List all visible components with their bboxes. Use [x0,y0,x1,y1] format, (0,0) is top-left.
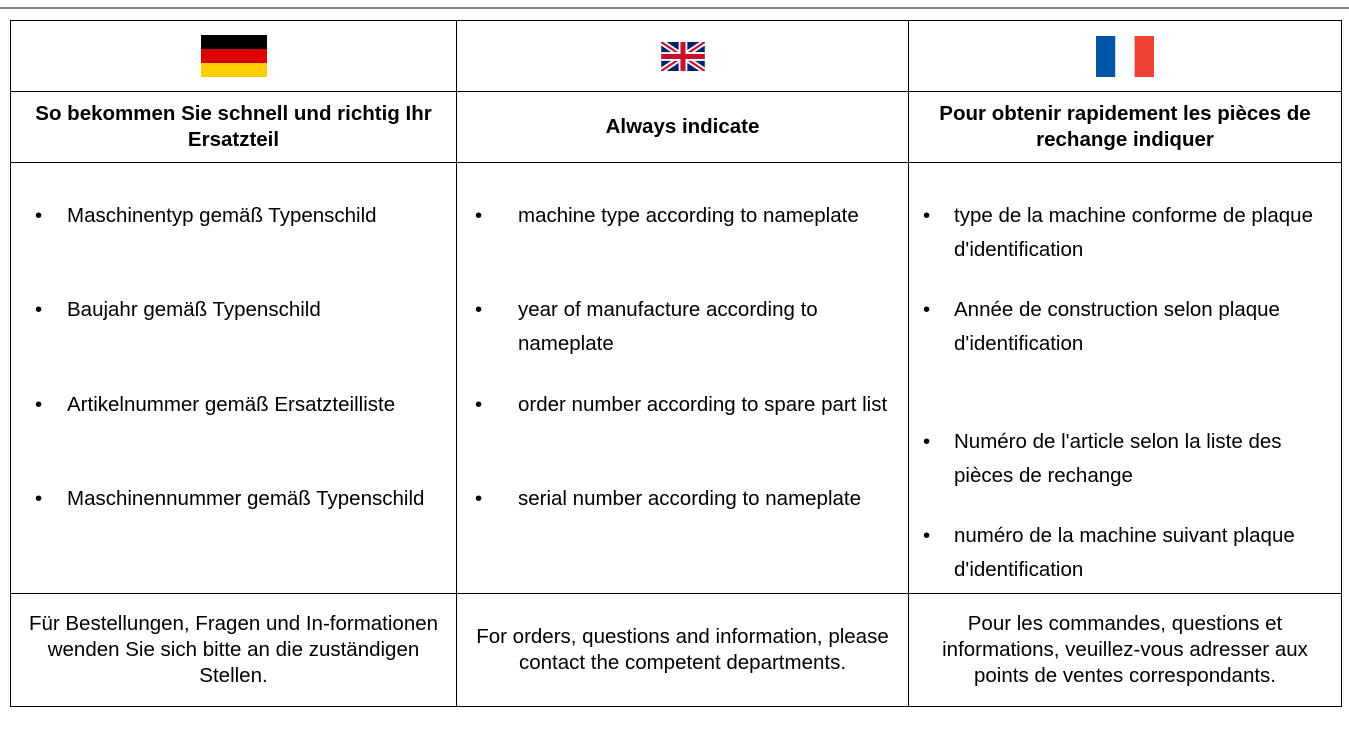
german-header-cell [11,92,457,163]
bullet-icon: • [923,298,931,321]
bullet-icon: • [923,524,931,547]
german-header: So bekommen Sie schnell und richtig Ihr Ersatzteil [35,102,432,151]
bullet-icon: • [35,487,43,510]
list-item-text: type de la machine conforme de plaque d'identification [954,204,1313,261]
english-footer-cell [457,594,909,707]
bullet-icon: • [923,204,931,227]
list-item-text: Artikelnummer gemäß Ersatzteilliste [67,393,396,416]
bullet-icon: • [35,393,43,416]
uk-flag-icon [661,42,705,71]
list-item-text: Maschinennummer gemäß Typenschild [67,487,425,510]
top-rule [0,7,1349,9]
german-footer-cell [11,594,457,707]
german-list-cell [11,163,457,594]
required-info-row [11,163,1342,594]
bullet-icon: • [475,393,483,416]
list-item-text: Année de construction selon plaque d'identification [954,298,1280,355]
uk-flag-cell [457,21,909,92]
english-header: Always indicate [605,115,760,138]
list-item-text: machine type according to nameplate [518,204,859,227]
french-header-cell [909,92,1342,163]
list-item-text: year of manufacture according to nameplate [518,298,818,355]
english-header-cell [457,92,909,163]
bullet-icon: • [475,204,483,227]
list-item-text: Baujahr gemäß Typenschild [67,298,321,321]
german-flag-cell [11,21,457,92]
header-row [11,92,1342,163]
english-list-cell [457,163,909,594]
bullet-icon: • [923,430,931,453]
list-item-text: order number according to spare part list [518,393,888,416]
french-bullet-list [909,163,1341,593]
list-item-text: Numéro de l'article selon la liste des pièces de rechange [954,430,1282,487]
french-flag-cell [909,21,1342,92]
german-bullet-list [11,163,456,593]
bullet-icon: • [35,204,43,227]
list-item-text: Maschinentyp gemäß Typenschild [67,204,377,227]
bullet-icon: • [475,298,483,321]
bullet-icon: • [35,298,43,321]
french-flag-icon [1096,36,1154,77]
english-footer: For orders, questions and information, please contact the competent departments. [476,625,889,674]
french-footer-cell [909,594,1342,707]
list-item-text: numéro de la machine suivant plaque d'identification [954,524,1295,581]
list-item-text: serial number according to nameplate [518,487,861,510]
contact-row [11,594,1342,707]
french-header: Pour obtenir rapidement les pièces de rechange indiquer [939,102,1311,151]
french-footer: Pour les commandes, questions et informations, veuillez-vous adresser aux points de ventes correspondants. [942,612,1308,687]
spare-parts-info-table [10,20,1342,707]
german-flag-icon [201,35,267,77]
flag-row [11,21,1342,92]
english-bullet-list [457,163,908,593]
bullet-icon: • [475,487,483,510]
german-footer: Für Bestellungen, Fragen und In-formationen wenden Sie sich bitte an die zuständigen Stellen. [28,612,439,687]
french-list-cell [909,163,1342,594]
